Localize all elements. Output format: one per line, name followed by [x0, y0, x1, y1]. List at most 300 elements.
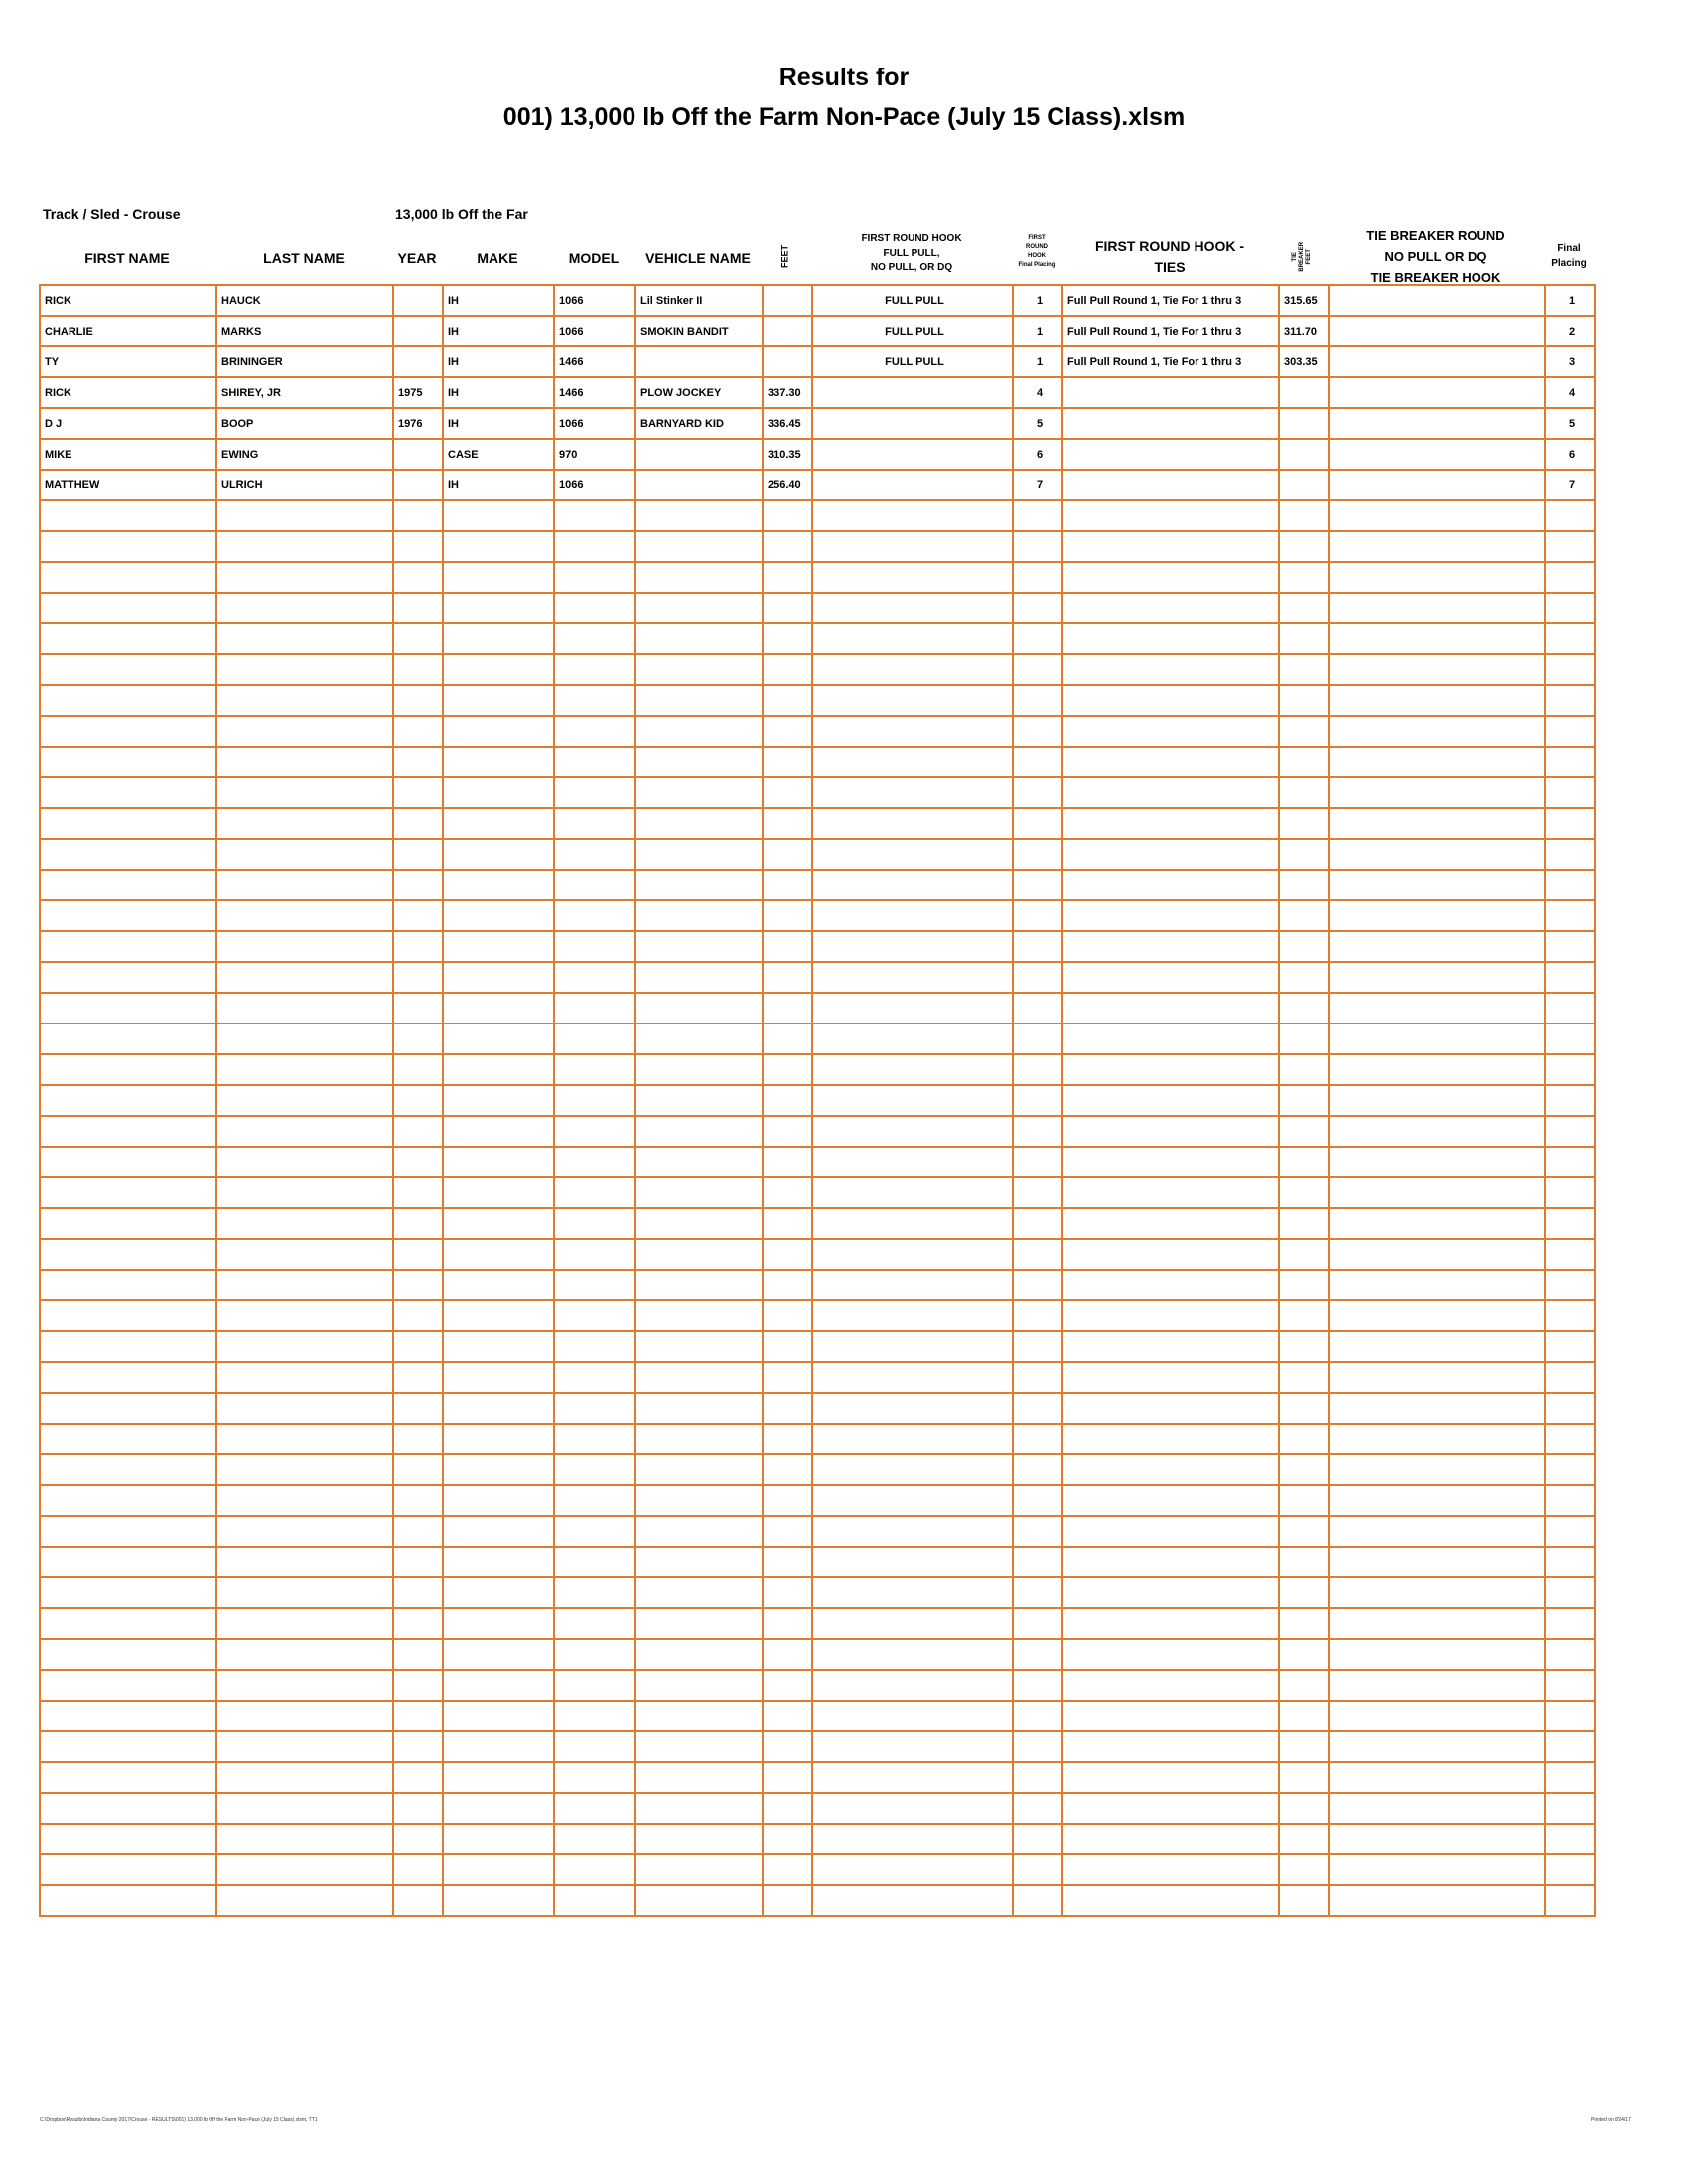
empty-cell	[812, 1270, 1013, 1300]
empty-cell	[812, 1454, 1013, 1485]
empty-cell	[216, 808, 393, 839]
empty-cell	[1279, 931, 1329, 962]
empty-cell	[554, 1793, 635, 1824]
empty-row	[40, 1208, 1595, 1239]
empty-cell	[1329, 931, 1545, 962]
empty-row	[40, 1362, 1595, 1393]
empty-cell	[443, 1177, 554, 1208]
empty-cell	[1279, 1731, 1329, 1762]
empty-cell	[216, 1116, 393, 1147]
empty-cell	[216, 685, 393, 716]
empty-cell	[1279, 1331, 1329, 1362]
empty-cell	[1329, 1824, 1545, 1854]
empty-cell	[763, 1270, 812, 1300]
empty-cell	[1545, 1331, 1595, 1362]
empty-cell	[812, 1670, 1013, 1701]
empty-cell	[40, 1670, 216, 1701]
empty-cell	[1062, 1331, 1279, 1362]
cell-ties	[1062, 439, 1279, 470]
empty-cell	[40, 1177, 216, 1208]
empty-cell	[393, 747, 443, 777]
empty-cell	[393, 500, 443, 531]
cell-tb-round	[1329, 377, 1545, 408]
cell-tb-feet	[1279, 470, 1329, 500]
empty-cell	[1013, 654, 1062, 685]
empty-cell	[393, 777, 443, 808]
cell-vehicle: PLOW JOCKEY	[635, 377, 763, 408]
empty-cell	[393, 900, 443, 931]
empty-cell	[1013, 1270, 1062, 1300]
empty-cell	[812, 1393, 1013, 1424]
empty-cell	[554, 1024, 635, 1054]
cell-feet	[763, 285, 812, 316]
cell-model: 1066	[554, 316, 635, 346]
cell-final: 4	[1545, 377, 1595, 408]
empty-cell	[443, 562, 554, 593]
empty-cell	[1545, 1085, 1595, 1116]
empty-cell	[216, 1701, 393, 1731]
empty-cell	[1013, 1885, 1062, 1916]
empty-cell	[554, 1731, 635, 1762]
empty-cell	[443, 1793, 554, 1824]
empty-cell	[216, 1239, 393, 1270]
empty-cell	[763, 654, 812, 685]
empty-row	[40, 1885, 1595, 1916]
empty-cell	[1279, 1762, 1329, 1793]
empty-cell	[393, 1454, 443, 1485]
empty-cell	[1279, 1824, 1329, 1854]
empty-cell	[216, 870, 393, 900]
empty-cell	[1013, 1762, 1062, 1793]
empty-cell	[635, 654, 763, 685]
empty-cell	[1545, 1116, 1595, 1147]
empty-cell	[393, 593, 443, 623]
empty-cell	[1279, 1147, 1329, 1177]
empty-cell	[1062, 531, 1279, 562]
empty-cell	[554, 500, 635, 531]
empty-cell	[216, 1270, 393, 1300]
empty-cell	[393, 808, 443, 839]
empty-cell	[216, 500, 393, 531]
empty-cell	[635, 1177, 763, 1208]
empty-cell	[1279, 1393, 1329, 1424]
empty-cell	[635, 562, 763, 593]
empty-cell	[1062, 1670, 1279, 1701]
empty-cell	[1013, 931, 1062, 962]
empty-cell	[763, 1393, 812, 1424]
empty-cell	[1062, 747, 1279, 777]
empty-cell	[443, 1208, 554, 1239]
empty-cell	[216, 1639, 393, 1670]
empty-cell	[40, 1331, 216, 1362]
empty-cell	[763, 593, 812, 623]
empty-cell	[1013, 1300, 1062, 1331]
empty-cell	[443, 531, 554, 562]
empty-cell	[1545, 1362, 1595, 1393]
empty-cell	[1013, 1793, 1062, 1824]
empty-cell	[443, 1331, 554, 1362]
empty-cell	[443, 1024, 554, 1054]
empty-cell	[1545, 1608, 1595, 1639]
empty-cell	[393, 1639, 443, 1670]
empty-cell	[635, 1331, 763, 1362]
empty-cell	[443, 1639, 554, 1670]
empty-cell	[216, 1547, 393, 1577]
empty-cell	[1329, 839, 1545, 870]
empty-cell	[443, 1701, 554, 1731]
empty-cell	[1279, 993, 1329, 1024]
empty-cell	[1329, 1331, 1545, 1362]
empty-cell	[1062, 1885, 1279, 1916]
empty-cell	[1013, 900, 1062, 931]
empty-cell	[635, 808, 763, 839]
empty-cell	[1062, 716, 1279, 747]
empty-cell	[1279, 777, 1329, 808]
header-first-round-hook: FIRST ROUND HOOK FULL PULL, NO PULL, OR DQ	[861, 233, 962, 273]
empty-cell	[635, 839, 763, 870]
empty-cell	[554, 1239, 635, 1270]
empty-cell	[1545, 1731, 1595, 1762]
empty-cell	[1545, 747, 1595, 777]
empty-cell	[443, 808, 554, 839]
empty-row	[40, 931, 1595, 962]
empty-cell	[40, 1701, 216, 1731]
empty-cell	[216, 1670, 393, 1701]
empty-row	[40, 1177, 1595, 1208]
empty-cell	[1062, 993, 1279, 1024]
empty-cell	[763, 716, 812, 747]
empty-cell	[1329, 1731, 1545, 1762]
empty-cell	[554, 1762, 635, 1793]
empty-cell	[393, 1854, 443, 1885]
empty-cell	[216, 1147, 393, 1177]
header-first-name: FIRST NAME	[84, 250, 170, 266]
empty-cell	[812, 654, 1013, 685]
empty-cell	[763, 1424, 812, 1454]
empty-cell	[554, 1208, 635, 1239]
empty-cell	[1545, 962, 1595, 993]
empty-cell	[1062, 870, 1279, 900]
cell-last: HAUCK	[216, 285, 393, 316]
empty-cell	[763, 1731, 812, 1762]
empty-cell	[393, 993, 443, 1024]
empty-cell	[1279, 962, 1329, 993]
empty-row	[40, 1085, 1595, 1116]
empty-cell	[1279, 1485, 1329, 1516]
empty-cell	[812, 1608, 1013, 1639]
empty-cell	[635, 1362, 763, 1393]
empty-cell	[635, 1116, 763, 1147]
empty-cell	[1329, 685, 1545, 716]
empty-cell	[1062, 562, 1279, 593]
empty-cell	[1013, 808, 1062, 839]
empty-cell	[554, 839, 635, 870]
empty-cell	[1545, 531, 1595, 562]
empty-cell	[443, 1270, 554, 1300]
empty-cell	[40, 962, 216, 993]
empty-cell	[393, 1270, 443, 1300]
cell-hook-place: 7	[1013, 470, 1062, 500]
empty-cell	[393, 1362, 443, 1393]
cell-first: CHARLIE	[40, 316, 216, 346]
empty-cell	[393, 1670, 443, 1701]
empty-row	[40, 1054, 1595, 1085]
empty-cell	[1329, 1393, 1545, 1424]
empty-cell	[40, 562, 216, 593]
empty-cell	[40, 1362, 216, 1393]
empty-cell	[393, 870, 443, 900]
empty-cell	[812, 1762, 1013, 1793]
empty-cell	[812, 993, 1013, 1024]
empty-cell	[1545, 1762, 1595, 1793]
empty-cell	[1329, 1639, 1545, 1670]
table-row	[40, 285, 1595, 316]
empty-cell	[40, 1639, 216, 1670]
empty-cell	[554, 1147, 635, 1177]
empty-cell	[1545, 654, 1595, 685]
empty-cell	[812, 1701, 1013, 1731]
empty-cell	[1329, 900, 1545, 931]
empty-cell	[1279, 1793, 1329, 1824]
empty-cell	[40, 593, 216, 623]
empty-cell	[1279, 1885, 1329, 1916]
empty-cell	[1279, 685, 1329, 716]
empty-cell	[1013, 839, 1062, 870]
empty-cell	[393, 1085, 443, 1116]
empty-cell	[763, 808, 812, 839]
empty-cell	[554, 1085, 635, 1116]
empty-cell	[1329, 1362, 1545, 1393]
empty-cell	[1329, 1116, 1545, 1147]
empty-cell	[1545, 685, 1595, 716]
cell-feet: 310.35	[763, 439, 812, 470]
empty-cell	[1062, 839, 1279, 870]
empty-cell	[1279, 1639, 1329, 1670]
cell-ties	[1062, 470, 1279, 500]
empty-cell	[1329, 1485, 1545, 1516]
empty-row	[40, 654, 1595, 685]
empty-cell	[763, 1300, 812, 1331]
header-vehicle-name: VEHICLE NAME	[645, 250, 751, 266]
empty-cell	[393, 1577, 443, 1608]
empty-cell	[554, 962, 635, 993]
empty-cell	[393, 1701, 443, 1731]
empty-cell	[1062, 777, 1279, 808]
cell-vehicle	[635, 439, 763, 470]
cell-first: MIKE	[40, 439, 216, 470]
empty-cell	[1013, 500, 1062, 531]
cell-final: 7	[1545, 470, 1595, 500]
empty-cell	[763, 1177, 812, 1208]
empty-cell	[216, 623, 393, 654]
cell-first: D J	[40, 408, 216, 439]
empty-cell	[1545, 1270, 1595, 1300]
empty-cell	[1329, 562, 1545, 593]
cell-model: 1066	[554, 470, 635, 500]
empty-row	[40, 1547, 1595, 1577]
cell-tb-feet	[1279, 408, 1329, 439]
empty-cell	[1279, 1670, 1329, 1701]
empty-cell	[1545, 1793, 1595, 1824]
empty-row	[40, 716, 1595, 747]
empty-cell	[1545, 1639, 1595, 1670]
empty-cell	[1545, 500, 1595, 531]
empty-cell	[443, 1147, 554, 1177]
empty-cell	[635, 1147, 763, 1177]
empty-cell	[1329, 870, 1545, 900]
empty-cell	[40, 1147, 216, 1177]
cell-hook	[812, 408, 1013, 439]
empty-cell	[812, 1239, 1013, 1270]
empty-cell	[1279, 562, 1329, 593]
empty-cell	[443, 1485, 554, 1516]
empty-cell	[1013, 1639, 1062, 1670]
empty-row	[40, 747, 1595, 777]
empty-cell	[1545, 623, 1595, 654]
empty-cell	[1279, 1577, 1329, 1608]
empty-cell	[763, 1362, 812, 1393]
empty-cell	[393, 562, 443, 593]
empty-cell	[393, 1516, 443, 1547]
empty-row	[40, 900, 1595, 931]
cell-tb-round	[1329, 470, 1545, 500]
empty-cell	[554, 808, 635, 839]
empty-cell	[635, 1424, 763, 1454]
empty-cell	[1545, 808, 1595, 839]
empty-cell	[393, 1300, 443, 1331]
cell-first: RICK	[40, 377, 216, 408]
empty-cell	[1329, 1577, 1545, 1608]
empty-cell	[1062, 1454, 1279, 1485]
empty-cell	[635, 1485, 763, 1516]
empty-cell	[635, 1024, 763, 1054]
empty-cell	[40, 839, 216, 870]
empty-cell	[1545, 931, 1595, 962]
cell-make: IH	[443, 377, 554, 408]
empty-cell	[1013, 531, 1062, 562]
empty-cell	[1545, 1885, 1595, 1916]
empty-cell	[1279, 1024, 1329, 1054]
empty-cell	[812, 1516, 1013, 1547]
empty-cell	[40, 1393, 216, 1424]
empty-cell	[1062, 1577, 1279, 1608]
empty-cell	[635, 1054, 763, 1085]
empty-cell	[554, 1670, 635, 1701]
empty-cell	[1279, 900, 1329, 931]
empty-cell	[1545, 1854, 1595, 1885]
empty-row	[40, 870, 1595, 900]
empty-cell	[443, 1824, 554, 1854]
cell-year: 1975	[393, 377, 443, 408]
empty-cell	[1013, 1454, 1062, 1485]
empty-cell	[393, 1485, 443, 1516]
empty-cell	[1062, 1516, 1279, 1547]
empty-cell	[554, 777, 635, 808]
empty-cell	[812, 685, 1013, 716]
empty-cell	[1329, 1208, 1545, 1239]
empty-cell	[763, 900, 812, 931]
empty-cell	[393, 1116, 443, 1147]
cell-hook-place: 1	[1013, 346, 1062, 377]
empty-cell	[40, 654, 216, 685]
empty-cell	[1013, 993, 1062, 1024]
empty-cell	[1013, 1362, 1062, 1393]
empty-cell	[40, 1454, 216, 1485]
empty-row	[40, 1424, 1595, 1454]
empty-cell	[1329, 993, 1545, 1024]
empty-cell	[216, 1577, 393, 1608]
empty-cell	[40, 1885, 216, 1916]
empty-cell	[812, 716, 1013, 747]
empty-row	[40, 1239, 1595, 1270]
empty-cell	[393, 1731, 443, 1762]
empty-cell	[1545, 1454, 1595, 1485]
empty-cell	[40, 1547, 216, 1577]
empty-cell	[554, 931, 635, 962]
empty-cell	[812, 1116, 1013, 1147]
empty-cell	[812, 777, 1013, 808]
cell-make: IH	[443, 408, 554, 439]
empty-cell	[393, 962, 443, 993]
empty-cell	[443, 654, 554, 685]
cell-ties: Full Pull Round 1, Tie For 1 thru 3	[1062, 316, 1279, 346]
empty-cell	[635, 1393, 763, 1424]
empty-cell	[554, 1362, 635, 1393]
empty-cell	[1062, 1054, 1279, 1085]
cell-vehicle: BARNYARD KID	[635, 408, 763, 439]
empty-cell	[443, 500, 554, 531]
empty-cell	[812, 1208, 1013, 1239]
empty-cell	[1329, 1177, 1545, 1208]
empty-cell	[812, 593, 1013, 623]
empty-cell	[216, 1793, 393, 1824]
empty-cell	[1545, 1701, 1595, 1731]
empty-cell	[635, 1670, 763, 1701]
empty-cell	[1013, 1701, 1062, 1731]
empty-cell	[1013, 1577, 1062, 1608]
empty-cell	[1062, 1239, 1279, 1270]
empty-cell	[763, 1639, 812, 1670]
empty-cell	[393, 1331, 443, 1362]
empty-cell	[1013, 1516, 1062, 1547]
empty-cell	[1329, 1516, 1545, 1547]
empty-cell	[554, 1116, 635, 1147]
empty-cell	[1279, 654, 1329, 685]
empty-cell	[40, 1516, 216, 1547]
empty-cell	[763, 531, 812, 562]
empty-cell	[40, 870, 216, 900]
empty-row	[40, 839, 1595, 870]
empty-cell	[1013, 1116, 1062, 1147]
empty-cell	[1329, 1424, 1545, 1454]
cell-hook: FULL PULL	[812, 346, 1013, 377]
empty-cell	[763, 685, 812, 716]
empty-cell	[1329, 531, 1545, 562]
empty-cell	[443, 716, 554, 747]
cell-vehicle: Lil Stinker II	[635, 285, 763, 316]
empty-cell	[1279, 1116, 1329, 1147]
empty-cell	[393, 1547, 443, 1577]
empty-cell	[554, 562, 635, 593]
empty-row	[40, 685, 1595, 716]
cell-ties: Full Pull Round 1, Tie For 1 thru 3	[1062, 285, 1279, 316]
empty-cell	[1329, 1054, 1545, 1085]
empty-row	[40, 1024, 1595, 1054]
empty-cell	[216, 1485, 393, 1516]
empty-cell	[1329, 808, 1545, 839]
empty-cell	[635, 1239, 763, 1270]
empty-cell	[763, 1516, 812, 1547]
